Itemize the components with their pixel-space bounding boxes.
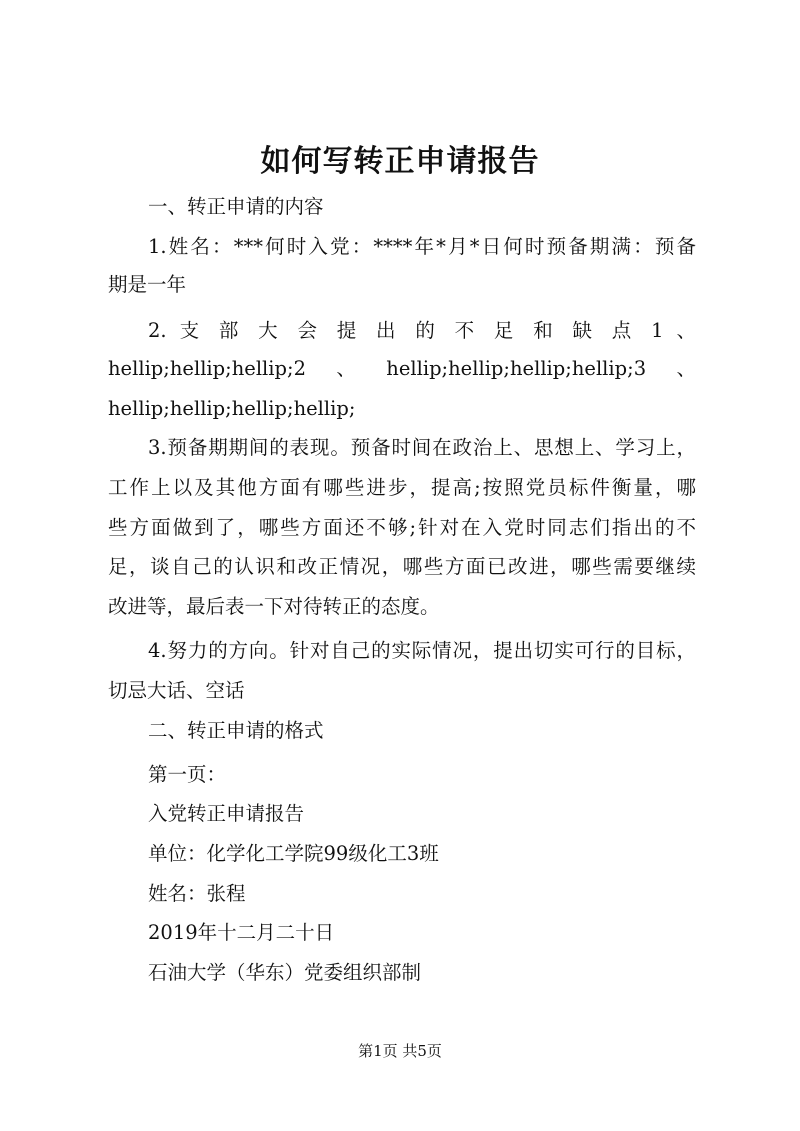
paragraph-line: 3.预备期期间的表现。预备时间在政治上、思想上、学习上， — [148, 436, 696, 459]
paragraph-line: 2. 支 部 大 会 提 出 的 不 足 和 缺 点 1 、 — [148, 319, 696, 342]
paragraph-line: 足，谈自己的认识和改正情况，哪些方面已改进，哪些需要继续 — [108, 555, 696, 578]
paragraph-line: 改进等，最后表一下对待转正的态度。 — [108, 595, 440, 618]
paragraph-line: hellip;hellip;hellip;hellip; — [108, 397, 356, 420]
section-heading-content: 一、转正申请的内容 — [148, 195, 324, 218]
page-footer: 第1页 共5页 — [358, 1042, 442, 1060]
paragraph-line: hellip;hellip;hellip;2、hellip;hellip;hellip;hellip;3、 — [108, 357, 696, 380]
format-line: 石油大学（华东）党委组织部制 — [148, 961, 422, 984]
paragraph-line: 4.努力的方向。针对自己的实际情况，提出切实可行的目标， — [148, 639, 696, 662]
paragraph-line: 1.姓名：***何时入党：****年*月*日何时预备期满：预备 — [148, 235, 696, 258]
section-heading-format: 二、转正申请的格式 — [148, 719, 324, 742]
document-title: 如何写转正申请报告 — [260, 144, 540, 179]
format-line: 姓名：张程 — [148, 882, 246, 905]
paragraph-line: 期是一年 — [108, 273, 187, 296]
paragraph-line: 切忌大话、空话 — [108, 679, 245, 702]
paragraph-line: 些方面做到了，哪些方面还不够;针对在入党时同志们指出的不 — [108, 516, 696, 539]
format-line: 入党转正申请报告 — [148, 802, 305, 825]
format-line: 2019年十二月二十日 — [148, 921, 335, 944]
format-line: 单位：化学化工学院99级化工3班 — [148, 842, 439, 865]
format-line: 第一页： — [148, 763, 227, 786]
paragraph-line: 工作上以及其他方面有哪些进步，提高;按照党员标件衡量，哪 — [108, 476, 696, 499]
